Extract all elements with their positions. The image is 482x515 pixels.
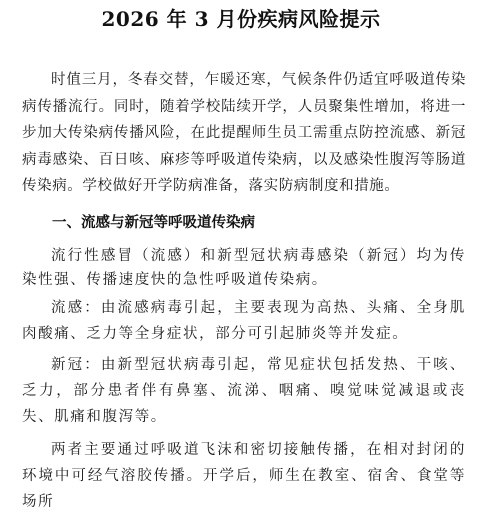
intro-paragraph: 时值三月，冬春交替，乍暖还寒，气候条件仍适宜呼吸道传染病传播流行。同时，随着学校陆续开学，人员聚集性增加，将进一步加大传染病传播风险，在此提醒师生员工需重点防控流感、新冠病毒感染、百日咳、麻疹等呼吸道传染病，以及感染性腹泻等肠道传染病。学校做好开学防病准备，落实防病制度和措施。 [22,72,466,194]
paragraph-overview: 流行性感冒（流感）和新型冠状病毒感染（新冠）均为传染性强、传播速度快的急性呼吸道传染病。 [22,248,466,288]
document-title: 2026 年 3 月份疾病风险提示 [101,7,381,31]
paragraph-covid: 新冠：由新型冠状病毒引起，常见症状包括发热、干咳、乏力，部分患者伴有鼻塞、流涕、咽痛、嗅觉味觉减退或丧失、肌痛和腹泻等。 [22,357,466,425]
paragraph-influenza: 流感：由流感病毒引起，主要表现为高热、头痛、全身肌肉酸痛、乏力等全身症状，部分可引起肺炎等并发症。 [22,300,466,342]
paragraph-transmission: 两者主要通过呼吸道飞沫和密切接触传播，在相对封闭的环境中可经气溶胶传播。开学后，师生在教室、宿舍、食堂等场所 [22,442,466,510]
section-heading-respiratory: 一、流感与新冠等呼吸道传染病 [52,215,255,231]
